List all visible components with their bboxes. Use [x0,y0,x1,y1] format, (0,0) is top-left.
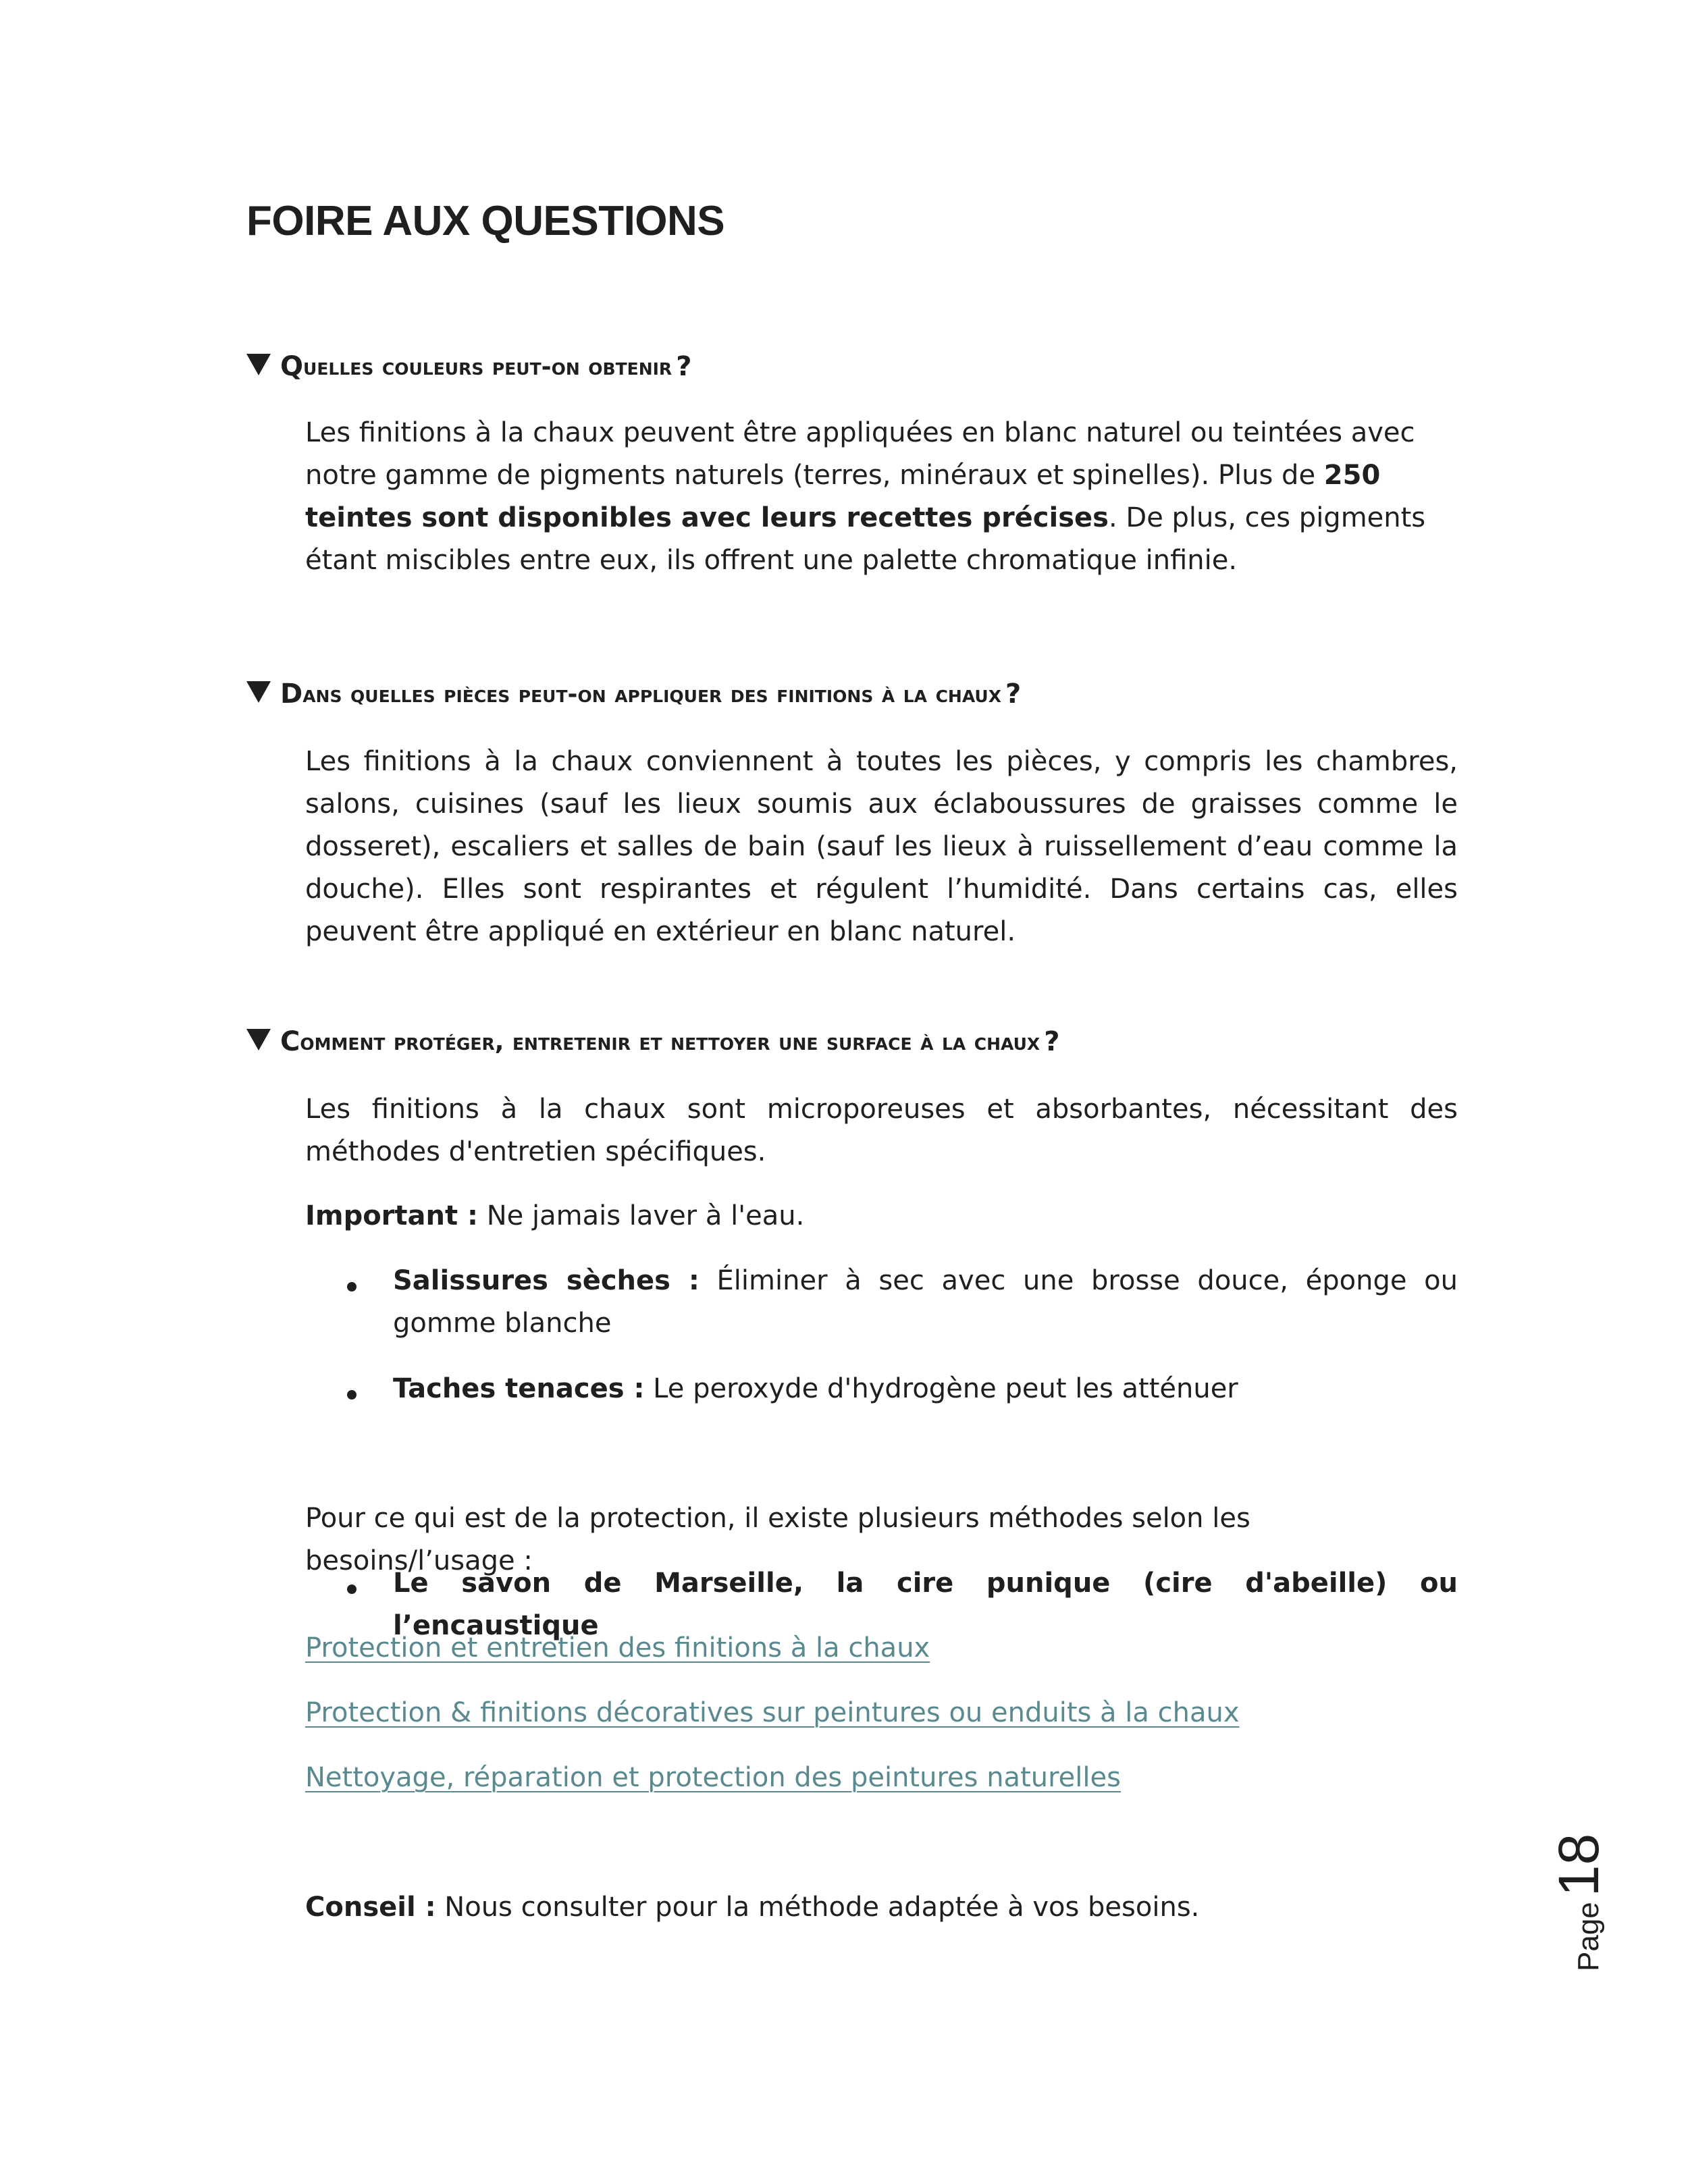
question-mark: ? [676,351,692,382]
link-protection-entretien[interactable]: Protection et entretien des finitions à la chaux [305,1632,930,1663]
faq-question-rooms[interactable] [246,678,1021,710]
page-number-value: 18 [1547,1833,1610,1897]
important-label: Important : [305,1200,479,1231]
triangle-down-icon[interactable] [246,1029,271,1050]
bullet-stubborn-stains [393,1368,1458,1410]
protection-intro: Pour ce qui est de la protection, il existe plusieurs méthodes selon les besoins/l’usage : [305,1503,1250,1576]
answer-text: . De plus, ces pigments étant miscibles entre eux, ils offrent une palette chromatique infinie. [305,502,1426,576]
bullet-icon [347,1584,357,1594]
triangle-down-icon[interactable] [246,354,271,375]
page-number [1546,1833,1614,1971]
question-text: ans quelles pièces peut-on appliquer des finitions à la chaux [302,680,1001,708]
question-initial: C [280,1026,300,1057]
faq-answer-maintenance-intro: Les finitions à la chaux sont microporeuses et absorbantes, nécessitant des méthodes d'entretien spécifiques. [305,1094,1458,1167]
question-initial: D [280,678,303,710]
question-text: uelles couleurs peut-on obtenir [303,352,672,381]
advice-label: Conseil : [305,1892,436,1923]
answer-text: Les finitions à la chaux peuvent être appliquées en blanc naturel ou teintées avec notre gamme de pigments naturels (terres, minéraux et spinelles). Plus de [305,417,1415,491]
faq-answer-rooms: Les finitions à la chaux conviennent à toutes les pièces, y compris les chambres, salons, cuisines (sauf les lieux soumis aux éclaboussures de graisses comme le dosseret), escaliers et salles de bain (sauf les lieux à ruissellement d’eau comme la douche). Elles sont respirantes et régulent l’humidité. Dans certains cas, elles peuvent être appliqué en extérieur en blanc naturel. [305,746,1458,947]
question-mark: ? [1005,678,1022,710]
bullet-dry-dirt [393,1260,1458,1345]
question-mark: ? [1044,1026,1060,1057]
link-protection-finitions-decoratives[interactable]: Protection & finitions décoratives sur peintures ou enduits à la chaux [305,1697,1240,1728]
bullet-text: Éliminer à sec avec une brosse douce, éponge ou gomme blanche [393,1265,1458,1339]
bullet-label: Salissures sèches : [393,1265,700,1296]
important-note [305,1195,1458,1237]
link-nettoyage-reparation[interactable]: Nettoyage, réparation et protection des peintures naturelles [305,1762,1121,1793]
page-title: FOIRE AUX QUESTIONS [246,198,725,244]
bullet-label: Taches tenaces : [393,1373,645,1404]
bullet-text: Le peroxyde d'hydrogène peut les atténuer [644,1373,1238,1404]
faq-answer-colors [305,412,1458,582]
important-text: Ne jamais laver à l'eau. [478,1200,805,1231]
question-text: omment protéger, entretenir et nettoyer une surface à la chaux [300,1028,1040,1056]
page-label: Page [1572,1902,1605,1971]
faq-question-colors[interactable] [246,351,691,382]
triangle-down-icon[interactable] [246,681,271,703]
bullet-icon [347,1282,357,1291]
bullet-label: Le savon de Marseille, la cire punique (cire d'abeille) ou l’encaustique [393,1568,1458,1641]
question-initial: Q [280,351,304,382]
advice-text: Nous consulter pour la méthode adaptée à vos besoins. [436,1892,1200,1923]
faq-question-maintenance[interactable] [246,1026,1059,1057]
answer-highlight: 250 teintes sont disponibles avec leurs recettes précises [305,460,1381,533]
bullet-icon [347,1390,357,1400]
advice-note [305,1886,1458,1929]
